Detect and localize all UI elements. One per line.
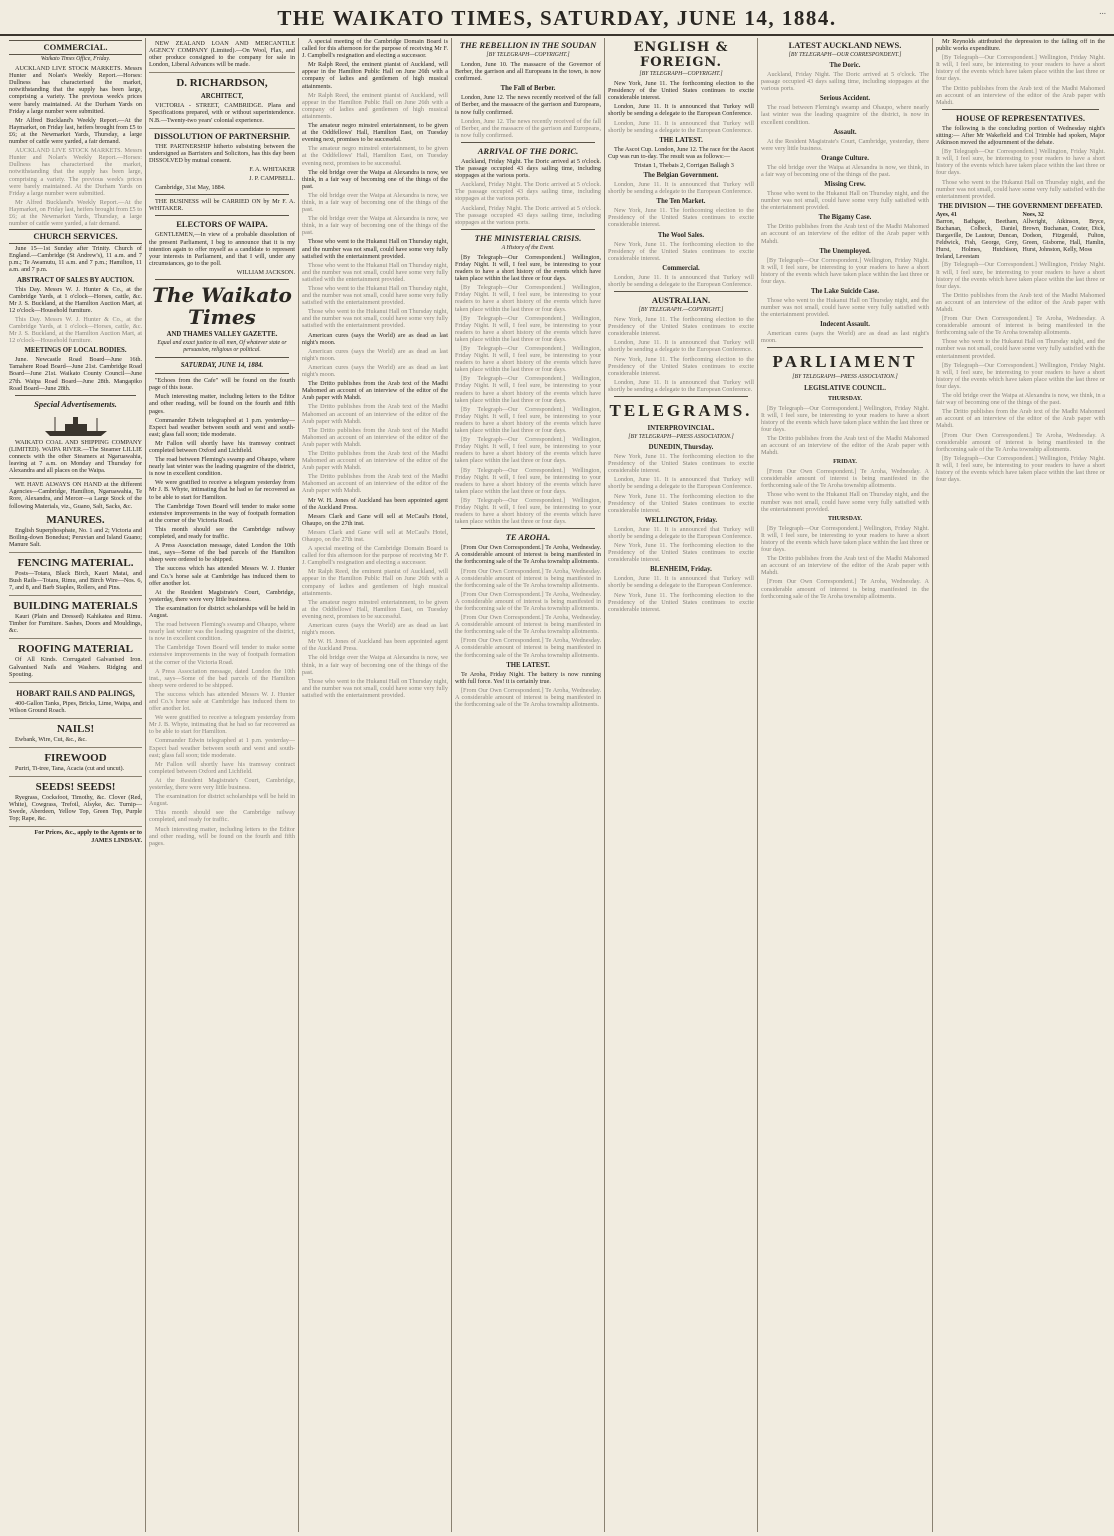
news-item: Auckland, Friday Night. The Doric arrived at 5 o'clock. The passage occupied 43 days sailing time, including stoppages at the various ports. bbox=[761, 71, 929, 93]
news-item: [By Telegraph—Our Correspondent.] Wellington, Friday Night. It will, I feel sure, be interesting to your readers to have a short history of the events which have taken place within the last three or four days. bbox=[455, 345, 601, 374]
news-item: We were gratified to receive a telegram yesterday from Mr J. B. Whyte, intimating that he had so far recovered as to be able to start for Hamilton. bbox=[149, 714, 295, 736]
news-item: Mr Ralph Reed, the eminent pianist of Auckland, will appear in the Hamilton Public Hall on June 26th with a company of ladies and gentlemen of high musical attainments. bbox=[302, 568, 448, 597]
news-item: The road between Fleming's swamp and Ohaupo, where nearly last winter was the leading quagmire of the district, is now in excellent condition. bbox=[149, 621, 295, 643]
news-item: London, June 11. It is announced that Turkey will shortly be sending a delegate to the European Conference. bbox=[608, 273, 754, 288]
seeds-text: Ryegrass, Cocksfoot, Timothy, &c. Clover (Red, White), Cowgrass, Trefoil, Alsyke, &c. Turnip—Swede, Aberdeen, Yellow Top, Green Top, Purple Top; Rape, &c. bbox=[9, 794, 142, 823]
signature-jackson: WILLIAM JACKSON. bbox=[236, 268, 295, 276]
noes-column bbox=[1023, 212, 1106, 262]
news-item: The old bridge over the Waipa at Alexandra is now, we think, in a fair way of becoming one of the things of the past. bbox=[302, 191, 448, 214]
divider bbox=[461, 229, 595, 230]
news-item: [By Telegraph—Our Correspondent.] Wellington, Friday Night. It will, I feel sure, be interesting to your readers to have a short history of the events which have taken place within the last three or four days. bbox=[455, 405, 601, 435]
manures-heading: MANURES. bbox=[46, 513, 105, 526]
news-item: [From Our Own Correspondent.] Te Aroha, Wednesday. A considerable amount of interest is being manifested in the forthcoming sale of the Te Aroha township allotments. bbox=[455, 590, 601, 612]
news-item: Messrs Clark and Gane will sell at McCaul's Hotel, Ohaupo, on the 27th inst. bbox=[302, 512, 448, 527]
commercial-paragraph: AUCKLAND LIVE STOCK MARKETS. Messrs Hunter and Nolan's Weekly Report.—Horses: Dullness has characterised the market, notwithstanding that the supply has been large, comprising a variety. The previous week's prices were barely maintained. At the Durham Yards on Friday a large number were submitted. bbox=[9, 65, 142, 115]
news-item: [By Telegraph—Our Correspondent.] Wellington, Friday Night. It will, I feel sure, be interesting to your readers to have a short history of the events which have taken place within the last three or four days. bbox=[936, 361, 1105, 390]
dissolution-date: Cambridge, 31st May, 1884. bbox=[155, 184, 226, 192]
news-item: Mr Ralph Reed, the eminent pianist of Auckland, will appear in the Hamilton Public Hall on June 26th with a company of ladies and gentlemen of high musical attainments. bbox=[302, 91, 448, 120]
news-item: [By Telegraph—Our Correspondent.] Wellington, Friday Night. It will, I feel sure, be interesting to your readers to have a short history of the events which have taken place within the last three or four days. bbox=[936, 148, 1105, 177]
newspaper-motto: Equal and exact justice to all men, Of whatever state or persuasion, religious or political. bbox=[157, 339, 287, 354]
nails-text: Ewbank, Wire, Cut, &c., &c. bbox=[15, 735, 87, 743]
news-item: This month should see the Cambridge railway completed, and ready for traffic. bbox=[149, 809, 295, 824]
issue-dateline: SATURDAY, JUNE 14, 1884. bbox=[180, 362, 264, 370]
building-text: Kauri (Plain and Dressed) Kahikatea and Rimu. Timber for Furniture. Sashes, Doors and Mouldings, &c. bbox=[9, 613, 142, 635]
ascot-results: Tristan 1, Thebais 2, Corrigan Ballagh 3 bbox=[634, 161, 734, 169]
dissolution-heading: DISSOLUTION OF PARTNERSHIP. bbox=[153, 130, 291, 141]
news-item: London, June 12. The news recently received of the fall of Berber, and the massacre of the garrison and Europeans, is now fully confirmed. bbox=[455, 117, 601, 139]
news-item: A Press Association message, dated London the 10th inst., says—Some of the bad parcels of the Hamilton sheep were ordered to be shipped. bbox=[149, 542, 295, 564]
news-item: The Dritto publishes from the Arab text of the Madhi Mahomed an account of an interview of the editor of the Arab paper with Mahdi. bbox=[936, 408, 1105, 430]
commercial-subheading: Waikato Times Office, Friday. bbox=[40, 56, 111, 62]
aroha-latest-heading: THE LATEST. bbox=[506, 661, 550, 669]
masthead bbox=[0, 0, 1114, 36]
news-item: The amateur negro minstrel entertainment, to be given at the Oddfellows' Hall, Hamilton East, on Tuesday evening next, promises to be successful. bbox=[302, 145, 448, 167]
news-item: [By Telegraph—Our Correspondent.] Wellington, Friday Night. It will, I feel sure, be interesting to your readers to have a short history of the events which have taken place within the last three or four days. bbox=[455, 496, 601, 526]
page-columns bbox=[6, 38, 1108, 1532]
news-item: The Dritto publishes from the Arab text of the Madhi Mahomed an account of an interview of the editor of the Arab paper with Mahdi. bbox=[936, 291, 1105, 313]
architect-name: D. RICHARDSON, bbox=[176, 77, 268, 90]
suicide-case-heading: The Lake Suicide Case. bbox=[811, 287, 879, 295]
parliament-subheading: [BY TELEGRAPH—PRESS ASSOCIATION.] bbox=[792, 374, 898, 381]
news-item: London, June 11. It is announced that Turkey will shortly be sending a delegate to the European Conference. bbox=[608, 378, 754, 393]
news-item: Messrs Clark and Gane will sell at McCaul's Hotel, Ohaupo, on the 27th inst. bbox=[302, 528, 448, 543]
missing-crew-heading: Missing Crew. bbox=[824, 181, 866, 189]
news-item: New York, June 11. The forthcoming election to the Presidency of the United States continues to excite considerable interest. bbox=[608, 80, 754, 102]
news-item: New York, June 11. The forthcoming election to the Presidency of the United States continues to excite considerable interest. bbox=[608, 316, 754, 338]
column-5 bbox=[605, 38, 758, 1532]
news-item: [From Our Own Correspondent.] Te Aroha, Wednesday. A considerable amount of interest is being manifested in the forthcoming sale of the Te Aroha township allotments. bbox=[936, 315, 1105, 337]
news-item: The Dritto publishes from the Arab text of the Madhi Mahomed an account of an interview of the editor of the Arab paper with Mahdi. bbox=[302, 380, 448, 402]
church-paragraph: June 15—1st Sunday after Trinity. Church of England.—Cambridge (St Andrew's), 11 a.m. and 7 p.m.; Te Awamutu, 11 a.m. and 7 p.m.; Hamilton, 11 a.m. and 7 p.m. bbox=[9, 245, 142, 274]
ayes-heading: Ayes, 41 bbox=[936, 211, 957, 218]
news-item: New York, June 11. The forthcoming election to the Presidency of the United States continues to excite considerable interest. bbox=[608, 492, 754, 514]
column-3 bbox=[299, 38, 452, 1532]
news-item: Mr W. H. Jones of Auckland has been appointed agent of the Auckland Press. bbox=[302, 496, 448, 511]
news-item: The old bridge over the Waipa at Alexandra is now, we think, in a fair way of becoming one of the things of the past. bbox=[302, 215, 448, 237]
news-item: A Press Association message, dated London the 10th inst., says—Some of the bad parcels of the Hamilton sheep were ordered to be shipped. bbox=[149, 667, 295, 689]
news-item: American cures (says the World) are as dead as last night's moon. bbox=[302, 347, 448, 362]
column-2 bbox=[146, 38, 299, 1532]
news-item: The old bridge over the Waipa at Alexandra is now, we think, in a fair way of becoming one of the things of the past. bbox=[936, 392, 1105, 407]
divider bbox=[461, 528, 595, 529]
ministerial-heading: THE MINISTERIAL CRISIS. bbox=[474, 232, 582, 243]
firewood-ad bbox=[9, 750, 142, 777]
interprovincial-subheading: [BY TELEGRAPH—PRESS ASSOCIATION.] bbox=[628, 434, 734, 440]
thursday-dateline-2: THURSDAY. bbox=[827, 515, 863, 522]
manures-ad bbox=[9, 512, 142, 553]
te-aroha-heading: TE AROHA. bbox=[505, 532, 551, 543]
news-item: [From Our Own Correspondent.] Te Aroha, Wednesday. A considerable amount of interest is being manifested in the forthcoming sale of the Te Aroha township allotments. bbox=[936, 431, 1105, 453]
news-item: At the Resident Magistrate's Court, Cambridge, yesterday, there were very little business. bbox=[761, 137, 929, 152]
news-item: The Dritto publishes from the Arab text of the Madhi Mahomed an account of an interview of the editor of the Arab paper with Mahdi. bbox=[761, 223, 929, 245]
news-item: The Dritto publishes from the Arab text of the Madhi Mahomed an account of an interview of the editor of the Arab paper with Mahdi. bbox=[302, 449, 448, 472]
news-item: Mr W. H. Jones of Auckland has been appointed agent of the Auckland Press. bbox=[302, 638, 448, 653]
thursday-dateline: THURSDAY. bbox=[827, 395, 863, 402]
steamer-ad bbox=[9, 411, 142, 479]
firewood-text: Puriri, Ti-tree, Tana, Acacia (cut and uncut). bbox=[15, 765, 125, 772]
news-item: The old bridge over the Waipa at Alexandra is now, we think, in a fair way of becoming one of the things of the past. bbox=[302, 654, 448, 676]
serious-accident-heading: Serious Accident. bbox=[819, 95, 871, 103]
electors-text: GENTLEMEN,—In view of a probable dissolution of the present Parliament, I beg to announce that it is my intention again to offer myself as a candidate to represent your interests in Parliament, and that I will, under any circumstances, go to the poll. bbox=[149, 231, 295, 267]
bigamy-heading: The Bigamy Case. bbox=[818, 214, 872, 222]
news-item: The Ascot Cup. London, June 12. The race for the Ascot Cup was run to-day. The result was as follows:— bbox=[608, 145, 754, 160]
hobart-text: 400-Gallon Tanks, Pipes, Bricks, Lime, Waipa, and Wilson Ground Roach. bbox=[9, 699, 142, 714]
divider bbox=[155, 215, 289, 216]
news-item: This month should see the Cambridge railway completed, and ready for traffic. bbox=[149, 525, 295, 541]
steamer-ad-text: WAIKATO COAL AND SHIPPING COMPANY (LIMITED). WAIPA RIVER.—The Steamer LILLIE connects with the other Steamers at Ngaruawahia, leaving at 7 a.m. on Monday and Thursday for Alexandra and all places on the Waipa. bbox=[9, 438, 142, 475]
news-item: American cures (says the World) are as dead as last night's moon. bbox=[302, 622, 448, 637]
news-item: The examination for district scholarships will be held in August. bbox=[149, 793, 295, 808]
news-item: [From Our Own Correspondent.] Te Aroha, Wednesday. A considerable amount of interest is being manifested in the forthcoming sale of the Te Aroha township allotments. bbox=[455, 686, 601, 709]
news-item: New York, June 11. The forthcoming election to the Presidency of the United States continues to excite considerable interest. bbox=[608, 207, 754, 229]
house-heading: HOUSE OF REPRESENTATIVES. bbox=[955, 112, 1086, 123]
commercial-heading: COMMERCIAL. bbox=[9, 40, 142, 55]
news-item: New York, June 11. The forthcoming election to the Presidency of the United States continues to excite considerable interest. bbox=[608, 591, 754, 613]
ministerial-subheading: A History of the Event. bbox=[501, 244, 555, 251]
news-item: American cures (says the World) are as dead as last night's moon. bbox=[302, 363, 448, 379]
ayes-list: Barron, Bathgate, Beetham, Buchanan, Colbeck, Daniel, Dargaville, De Lautour, Duncan, Feldwick, Fish, George, Grey, Hurst, Holmes, Hutchison, Ireland, Levestam bbox=[936, 218, 1019, 261]
news-item: The Cambridge Town Board will tender to make some extensive improvements in the way of footpath formation at the corner of the Victoria Road. bbox=[149, 502, 295, 524]
soudan-heading: THE REBELLION IN THE SOUDAN bbox=[459, 40, 597, 50]
news-item: [From Our Own Correspondent.] Te Aroha, Wednesday. A considerable amount of interest is being manifested in the forthcoming sale of the Te Aroha township allotments. bbox=[761, 578, 929, 600]
news-item: [By Telegraph—Our Correspondent.] Wellington, Friday Night. It will, I feel sure, be interesting to your readers to have a short history of the events which have taken place within the last three or four days. bbox=[455, 314, 601, 343]
church-heading: CHURCH SERVICES. bbox=[9, 229, 142, 244]
noes-list: Allwright, Atkinson, Bryce, Brown, Buchanan, Coster, Dick, Dodson, Fitzgerald, Fulton, Green, Gisborne, Hall, Hamlin, Hurst, Johnston, Kelly, Moss bbox=[1022, 218, 1105, 254]
news-item: New York, June 11. The forthcoming election to the Presidency of the United States continues to excite considerable interest. bbox=[608, 240, 754, 262]
doric-heading: ARRIVAL OF THE DORIC. bbox=[477, 145, 579, 156]
business-notice: THE BUSINESS will be CARRIED ON by Mr F. A. WHITAKER. bbox=[149, 198, 295, 213]
signature-whitaker: F. A. WHITAKER bbox=[249, 165, 295, 173]
commercial-paragraph: Mr Alfred Buckland's Weekly Report.—At the Haymarket, on Friday last, heifers brought from £5 to £6; at the Newmarket Yards, Thursday, a large number of cattle were yarded, a fair demand. bbox=[9, 116, 143, 146]
column-1 bbox=[6, 38, 146, 1532]
divider bbox=[155, 357, 289, 358]
news-item: Commander Edwin telegraphed at 1 p.m. yesterday—Expect bad weather between south and west and south-east; glass fall soon; tide moderate. bbox=[149, 737, 295, 759]
news-item: "Echoes from the Cafe" will be found on the fourth page of this issue. bbox=[149, 377, 295, 392]
seeds-ad bbox=[9, 779, 142, 827]
latest-auckland-heading: LATEST AUCKLAND NEWS. bbox=[788, 40, 902, 50]
fencing-ad bbox=[9, 555, 142, 596]
news-item: London, June 11. It is announced that Turkey will shortly be sending a delegate to the European Conference. bbox=[608, 103, 754, 118]
fencing-text: Posts—Totara, Black Birch, Kauri Matai, and Bush Rails—Totara, Rimu, and Birch Wire—Nos. 6, 7, and 8, and Barb Staples, Rollers, and Pins. bbox=[9, 569, 142, 592]
news-item: London, June 11. It is announced that Turkey will shortly be sending a delegate to the European Conference. bbox=[608, 181, 754, 196]
divider bbox=[614, 291, 748, 292]
news-item: [By Telegraph—Our Correspondent.] Wellington, Friday Night. It will, I feel sure, be interesting to your readers to have a short history of the events which have taken place within the last three or four days. bbox=[455, 253, 601, 283]
meetings-paragraph: June. Newcastle Road Board—June 16th. Tamahere Road Board—June 21st. Cambridge Road Board—June 21st. Waikato County Council—June 27th. Waipa Road Board—June 28th. Mangapiko Road Board—June 28th. bbox=[9, 356, 142, 392]
news-item: London, June 11. It is announced that Turkey will shortly be sending a delegate to the European Conference. bbox=[608, 575, 754, 590]
news-item: Those who went to the Hukanui Hall on Thursday night, and the number was not small, could have some very fully satisfied with the entertainment provided. bbox=[302, 677, 448, 699]
architect-title: ARCHITECT, bbox=[200, 93, 244, 101]
materials-ad-text: WE HAVE ALWAYS ON HAND at the different Agencies—Cambridge, Hamilton, Ngaruawahia, Te Rore, Alexandra, and Mercer—a Large Stock of the following Materials, viz., Guano, Salt, Sacks, &c. bbox=[9, 481, 142, 510]
news-item: London, June 11. It is announced that Turkey will shortly be sending a delegate to the European Conference. bbox=[608, 525, 754, 540]
hobart-ad bbox=[9, 685, 142, 719]
news-item: Those who went to the Hukanui Hall on Thursday night, and the number was not small, could have some very fully satisfied with the entertainment provided. bbox=[302, 238, 448, 260]
news-item: New York, June 11. The forthcoming election to the Presidency of the United States continues to excite considerable interest. bbox=[608, 453, 754, 475]
architect-ad bbox=[149, 75, 295, 128]
news-item: Much interesting matter, including letters to the Editor and other reading, will be found on the fourth and fifth pages. bbox=[149, 825, 295, 847]
news-item: Those who went to the Hukanui Hall on Thursday night, and the number was not small, could have some very fully satisfied with the entertainment provided. bbox=[936, 338, 1105, 360]
news-item: Those who went to the Hukanui Hall on Thursday night, and the number was not small, could have some very fully satisfied with the entertainment provided. bbox=[761, 296, 929, 319]
firewood-heading: FIREWOOD bbox=[44, 752, 107, 764]
architect-text: VICTORIA - STREET, CAMBRIDGE. Plans and Specifications prepared, with or without superintendence. N.B.—Twenty-two years' colonial experience. bbox=[149, 102, 295, 124]
special-ads-heading: Special Advertisements. bbox=[34, 398, 117, 409]
division-list bbox=[936, 212, 1105, 262]
news-item: A special meeting of the Cambridge Domain Board is called for this afternoon for the purpose of receiving Mr F. J. Campbell's resignation and electing a successor. bbox=[302, 545, 448, 567]
agent-signature: For Prices, &c., apply to the Agents or to JAMES LINDSAY. bbox=[34, 829, 142, 844]
news-item: Those who went to the Hukanui Hall on Thursday night, and the number was not small, could have some very fully satisfied with the entertainment provided. bbox=[302, 285, 448, 307]
divider bbox=[614, 396, 748, 397]
news-item: The old bridge over the Waipa at Alexandra is now, we think, in a fair way of becoming one of the things of the past. bbox=[302, 168, 448, 190]
divider bbox=[155, 279, 289, 280]
news-item: The examination for district scholarships will be held in August. bbox=[149, 604, 295, 619]
news-item: The Dritto publishes from the Arab text of the Madhi Mahomed an account of an interview of the editor of the Arab paper with Mahdi. bbox=[936, 84, 1105, 106]
news-item: [By Telegraph—Our Correspondent.] Wellington, Friday Night. It will, I feel sure, be interesting to your readers to have a short history of the events which have taken place within the last three or four days. bbox=[936, 261, 1105, 290]
hobart-heading: HOBART RAILS AND PALINGS, bbox=[16, 688, 135, 698]
orange-culture-heading: Orange Culture. bbox=[821, 154, 869, 162]
dunedin-dateline: DUNEDIN, Thursday. bbox=[648, 444, 714, 452]
friday-dateline: FRIDAY. bbox=[833, 459, 857, 466]
news-item: Those who went to the Hukanui Hall on Thursday night, and the number was not small, could have some very fully satisfied with the entertainment provided. bbox=[302, 261, 448, 283]
news-item: Auckland, Friday Night. The Doric arrived at 5 o'clock. The passage occupied 43 days sailing time, including stoppages at the various ports. bbox=[455, 181, 601, 203]
wellington-dateline: WELLINGTON, Friday. bbox=[644, 516, 718, 524]
news-item: Those who went to the Hukanui Hall on Thursday night, and the number was not small, could have some very fully satisfied with the entertainment provided. bbox=[302, 308, 448, 330]
seeds-heading: SEEDS! SEEDS! bbox=[35, 781, 116, 794]
signature-campbell: J. P. CAMPBELL. bbox=[249, 175, 295, 183]
australian-subheading: [BY TELEGRAPH.—COPYRIGHT.] bbox=[638, 306, 724, 313]
blenheim-dateline: BLENHEIM, Friday. bbox=[650, 566, 712, 574]
nails-heading: NAILS! bbox=[56, 722, 95, 735]
division-heading: THE DIVISION — THE GOVERNMENT DEFEATED. bbox=[938, 202, 1103, 210]
news-item: Much interesting matter, including letters to the Editor and other reading, will be found on the fourth and fifth pages. bbox=[149, 393, 295, 415]
news-item: The amateur negro minstrel entertainment, to be given at the Oddfellows' Hall, Hamilton East, on Tuesday evening next, promises to be successful. bbox=[302, 598, 448, 620]
news-item: New York, June 11. The forthcoming election to the Presidency of the United States continues to excite considerable interest. bbox=[608, 542, 754, 564]
ten-market-heading: The Ten Market. bbox=[656, 198, 706, 206]
news-item: [By Telegraph—Our Correspondent.] Wellington, Friday Night. It will, I feel sure, be interesting to your readers to have a short history of the events which have taken place within the last three or four days. bbox=[455, 466, 601, 495]
australian-heading: AUSTRALIAN. bbox=[651, 294, 711, 305]
news-item: The Dritto publishes from the Arab text of the Madhi Mahomed an account of an interview of the editor of the Arab paper with Mahdi. bbox=[302, 426, 448, 448]
news-item: The amateur negro minstrel entertainment, to be given at the Oddfellows' Hall, Hamilton East, on Tuesday evening next, promises to be successful. bbox=[302, 122, 448, 144]
doric-subheading: The Doric. bbox=[829, 62, 861, 70]
roofing-ad bbox=[9, 641, 142, 682]
abstract-paragraph: This Day. Messrs W. J. Hunter & Co., at the Cambridge Yards, at 1 o'clock—Horses, cattle, &c. Mr J. S. Buckland, at the Hamilton Auction Mart, at 12 o'clock—Household furniture. bbox=[9, 285, 142, 314]
divider bbox=[155, 373, 289, 374]
news-item: The Dritto publishes from the Arab text of the Madhi Mahomed an account of an interview of the editor of the Arab paper with Mahdi. bbox=[302, 473, 448, 495]
news-item: Mr Fallon will shortly have his tramway contract completed between Oxford and Lichfield. bbox=[149, 439, 295, 454]
belgian-heading: The Belgian Government. bbox=[643, 172, 719, 180]
news-item: [By Telegraph—Our Correspondent.] Wellington, Friday Night. It will, I feel sure, be interesting to your readers to have a short history of the events which have taken place within the last three or four days. bbox=[455, 375, 601, 404]
news-item: Commander Edwin telegraphed at 1 p.m. yesterday—Expect bad weather between south and west and south-east; glass fall soon; tide moderate. bbox=[149, 416, 295, 438]
news-item: Mr Ralph Reed, the eminent pianist of Auckland, will appear in the Hamilton Public Hall on June 26th with a company of ladies and gentlemen of high musical attainments. bbox=[302, 61, 448, 90]
news-item: London, June 11. It is announced that Turkey will shortly be sending a delegate to the European Conference. bbox=[608, 339, 754, 354]
commercial-subheading: Commercial. bbox=[662, 264, 700, 272]
berber-heading: The Fall of Berber. bbox=[500, 85, 556, 93]
news-item: The old bridge over the Waipa at Alexandra is now, we think, in a fair way of becoming one of the things of the past. bbox=[761, 163, 929, 178]
newspaper-logo: The Waikato Times bbox=[152, 282, 292, 329]
latest-heading: THE LATEST. bbox=[659, 136, 703, 144]
interprovincial-heading: INTERPROVINCIAL. bbox=[647, 425, 715, 432]
news-item: The Dritto publishes from the Arab text of the Madhi Mahomed an account of an interview of the editor of the Arab paper with Mahdi. bbox=[761, 555, 929, 577]
newspaper-logo-subtitle: AND THAMES VALLEY GAZETTE. bbox=[166, 330, 278, 338]
news-item: [By Telegraph—Our Correspondent.] Wellington, Friday Night. It will, I feel sure, be interesting to your readers to have a short history of the events which have taken place within the last three or four days. bbox=[761, 256, 929, 285]
news-item: [By Telegraph—Our Correspondent.] Wellington, Friday Night. It will, I feel sure, be interesting to your readers to have a short history of the events which have taken place within the last three or four days. bbox=[455, 284, 601, 313]
steamer-icon bbox=[41, 415, 111, 437]
news-item: [From Our Own Correspondent.] Te Aroha, Wednesday. A considerable amount of interest is being manifested in the forthcoming sale of the Te Aroha township allotments. bbox=[455, 614, 601, 636]
news-item: London, June 10. The massacre of the Governor of Berber, the garrison and all Europeans in the town, is now confirmed. bbox=[455, 61, 601, 83]
commercial-paragraph: AUCKLAND LIVE STOCK MARKETS. Messrs Hunter and Nolan's Weekly Report.—Horses: Dullness has characterised the market, notwithstanding that the supply has been large, comprising a variety. The previous week's prices were barely maintained. At the Durham Yards on Friday a large number were submitted. bbox=[9, 147, 142, 197]
news-item: The success which has attended Messrs W. J. Hunter and Co.'s horse sale at Cambridge has induced them to offer another lot. bbox=[149, 565, 295, 587]
soudan-subheading: [BY TELEGRAPH—COPYRIGHT.] bbox=[486, 52, 570, 58]
english-foreign-subheading: [BY TELEGRAPH—COPYRIGHT.] bbox=[639, 71, 723, 77]
news-item: [By Telegraph—Our Correspondent.] Wellington, Friday Night. It will, I feel sure, be interesting to your readers to have a short history of the events which have taken place within the last three or four days. bbox=[761, 524, 929, 554]
telegrams-heading: TELEGRAMS. bbox=[609, 401, 753, 420]
news-item: Those who went to the Hukanui Hall on Thursday night, and the number was not small, could have some very fully satisfied with the entertainment provided. bbox=[936, 178, 1105, 200]
divider bbox=[155, 194, 289, 195]
nails-ad bbox=[9, 721, 142, 748]
news-item: At the Resident Magistrate's Court, Cambridge, yesterday, there were very little business. bbox=[149, 588, 295, 603]
news-item: The success which has attended Messrs W. J. Hunter and Co.'s horse sale at Cambridge has induced them to offer another lot. bbox=[149, 690, 295, 713]
building-heading: BUILDING MATERIALS bbox=[13, 600, 138, 613]
news-item: American cures (says the World) are as dead as last night's moon. bbox=[761, 330, 929, 345]
news-item: [By Telegraph—Our Correspondent.] Wellington, Friday Night. It will, I feel sure, be interesting to your readers to have a short history of the events which have taken place within the last three or four days. bbox=[936, 54, 1105, 83]
news-item: Mr Fallon will shortly have his tramway contract completed between Oxford and Lichfield. bbox=[149, 760, 295, 775]
news-item: Those who went to the Hukanui Hall on Thursday night, and the number was not small, could have some very fully satisfied with the entertainment provided. bbox=[761, 190, 929, 212]
news-item: Auckland, Friday Night. The Doric arrived at 5 o'clock. The passage occupied 43 days sailing time, including stoppages at the various ports. bbox=[455, 204, 601, 226]
news-item: [By Telegraph—Our Correspondent.] Wellington, Friday Night. It will, I feel sure, be interesting to your readers to have a short history of the events which have taken place within the last three or four days. bbox=[936, 454, 1105, 484]
english-foreign-heading: ENGLISH & FOREIGN. bbox=[633, 40, 729, 70]
unemployed-heading: The Unemployed. bbox=[819, 247, 871, 255]
manures-text: English Superphosphate, No. 1 and 2; Victoria and Boiling-down Bonedust; Peruvian and Island Guano; Manure Salt. bbox=[9, 526, 142, 548]
indecent-assault-heading: Indecent Assault. bbox=[820, 321, 870, 329]
news-item: The following is the concluding portion of Wednesday night's sitting:— After Mr Wakefield and Col Trimble had spoken, Major Atkinson moved the adjournment of the debate. bbox=[936, 124, 1105, 147]
divider bbox=[15, 395, 136, 396]
column-4 bbox=[452, 38, 605, 1532]
news-item: [By Telegraph—Our Correspondent.] Wellington, Friday Night. It will, I feel sure, be interesting to your readers to have a short history of the events which have taken place within the last three or four days. bbox=[455, 436, 601, 465]
news-item: American cures (says the World) are as dead as last night's moon. bbox=[302, 331, 448, 346]
news-item: [By Telegraph—Our Correspondent.] Wellington, Friday Night. It will, I feel sure, be interesting to your readers to have a short history of the events which have taken place within the last three or four days. bbox=[761, 404, 929, 433]
divider bbox=[461, 142, 595, 143]
news-item: Auckland, Friday Night. The Doric arrived at 5 o'clock. The passage occupied 43 days sailing time, including stoppages at the various ports. bbox=[455, 157, 601, 180]
column-7 bbox=[933, 38, 1108, 1532]
news-item: The Cambridge Town Board will tender to make some extensive improvements in the way of footpath formation at the corner of the Victoria Road. bbox=[149, 644, 295, 666]
commercial-paragraph: Mr Alfred Buckland's Weekly Report.—At the Haymarket, on Friday last, heifers brought from £5 to £6; at the Newmarket Yards, Thursday, a large number of cattle were yarded, a fair demand. bbox=[9, 198, 143, 228]
news-item: [From Our Own Correspondent.] Te Aroha, Wednesday. A considerable amount of interest is being manifested in the forthcoming sale of the Te Aroha township allotments. bbox=[455, 544, 601, 566]
fencing-heading: FENCING MATERIAL. bbox=[17, 556, 134, 569]
nz-loan-text: NEW ZEALAND LOAN AND MERCANTILE AGENCY COMPANY (Limited).—On Wool, Flax, and other produce consigned to the company for sale in London, Liberal Advances will be made. bbox=[149, 40, 295, 69]
legislative-council-heading: LEGISLATIVE COUNCIL. bbox=[804, 384, 886, 392]
meetings-heading: MEETINGS OF LOCAL BODIES. bbox=[24, 347, 127, 355]
news-item: Te Aroha, Friday Night. The battery is now running with full force. Yes! it is certainly true. bbox=[455, 670, 601, 685]
nz-loan-ad bbox=[149, 38, 295, 73]
wool-sales-heading: The Wool Sales. bbox=[657, 231, 705, 239]
newspaper-title: THE WAIKATO TIMES, SATURDAY, JUNE 14, 1884. bbox=[277, 6, 837, 30]
news-item: [From Our Own Correspondent.] Te Aroha, Wednesday. A considerable amount of interest is being manifested in the forthcoming sale of the Te Aroha township allotments. bbox=[761, 468, 929, 490]
news-item: At the Resident Magistrate's Court, Cambridge, yesterday, there were very little business. bbox=[149, 776, 295, 792]
news-item: London, June 12. The news recently received of the fall of Berber, and the massacre of the garrison and Europeans, is now fully confirmed. bbox=[455, 94, 601, 116]
divider bbox=[767, 347, 923, 348]
news-item: The road between Fleming's swamp and Ohaupo, where nearly last winter was the leading quagmire of the district, is now in excellent condition. bbox=[761, 104, 929, 126]
electors-heading: ELECTORS OF WAIPA. bbox=[176, 219, 268, 230]
news-item: Mr Reynolds attributed the depression to the falling off in the public works expenditure. bbox=[936, 38, 1105, 53]
ayes-column bbox=[936, 212, 1019, 262]
divider bbox=[942, 109, 1099, 110]
noes-heading: Noes, 32 bbox=[1022, 211, 1044, 218]
news-item: Those who went to the Hukanui Hall on Thursday night, and the number was not small, could have some very fully satisfied with the entertainment provided. bbox=[761, 491, 929, 513]
news-item: [From Our Own Correspondent.] Te Aroha, Wednesday. A considerable amount of interest is being manifested in the forthcoming sale of the Te Aroha township allotments. bbox=[455, 637, 601, 659]
abstract-heading: ABSTRACT OF SALES BY AUCTION. bbox=[16, 276, 135, 284]
assault-heading: Assault. bbox=[833, 128, 857, 136]
news-item: The Dritto publishes from the Arab text of the Madhi Mahomed an account of an interview of the editor of the Arab paper with Mahdi. bbox=[761, 434, 929, 457]
news-item: New York, June 11. The forthcoming election to the Presidency of the United States continues to excite considerable interest. bbox=[608, 355, 754, 377]
masthead-corner: ... bbox=[1099, 6, 1106, 16]
news-item: London, June 11. It is announced that Turkey will shortly be sending a delegate to the European Conference. bbox=[608, 476, 754, 491]
news-item: We were gratified to receive a telegram yesterday from Mr J. B. Whyte, intimating that he had so far recovered as to be able to start for Hamilton. bbox=[149, 479, 295, 501]
building-ad bbox=[9, 598, 142, 639]
news-item: The Dritto publishes from the Arab text of the Madhi Mahomed an account of an interview of the editor of the Arab paper with Mahdi. bbox=[302, 403, 448, 425]
column-6 bbox=[758, 38, 933, 1532]
roofing-heading: ROOFING MATERIAL bbox=[18, 643, 133, 656]
news-item: The road between Fleming's swamp and Ohaupo, where nearly last winter was the leading quagmire of the district, is now in excellent condition. bbox=[149, 456, 295, 478]
news-item: London, June 11. It is announced that Turkey will shortly be sending a delegate to the European Conference. bbox=[608, 119, 754, 134]
dissolution-text: THE PARTNERSHIP hitherto subsisting between the undersigned as Barristers and Solicitors, has this day been DISSOLVED by mutual consent. bbox=[149, 142, 295, 164]
roofing-text: Of All Kinds. Corrugated Galvanised Iron. Galvanised Nails and Washers. Ridging and Spouting. bbox=[9, 656, 142, 678]
parliament-heading: PARLIAMENT bbox=[772, 352, 918, 372]
news-item: A special meeting of the Cambridge Domain Board is called for this afternoon for the purpose of receiving Mr F. J. Campbell's resignation and electing a successor. bbox=[302, 38, 448, 60]
abstract-paragraph: This Day. Messrs W. J. Hunter & Co., at the Cambridge Yards, at 1 o'clock—Horses, cattle, &c. Mr J. S. Buckland, at the Hamilton Auction Mart, at 12 o'clock—Household furniture. bbox=[9, 315, 142, 345]
news-item: [From Our Own Correspondent.] Te Aroha, Wednesday. A considerable amount of interest is being manifested in the forthcoming sale of the Te Aroha township allotments. bbox=[455, 567, 601, 589]
latest-auckland-subheading: [BY TELEGRAPH—OUR CORRESPONDENT.] bbox=[788, 52, 902, 58]
